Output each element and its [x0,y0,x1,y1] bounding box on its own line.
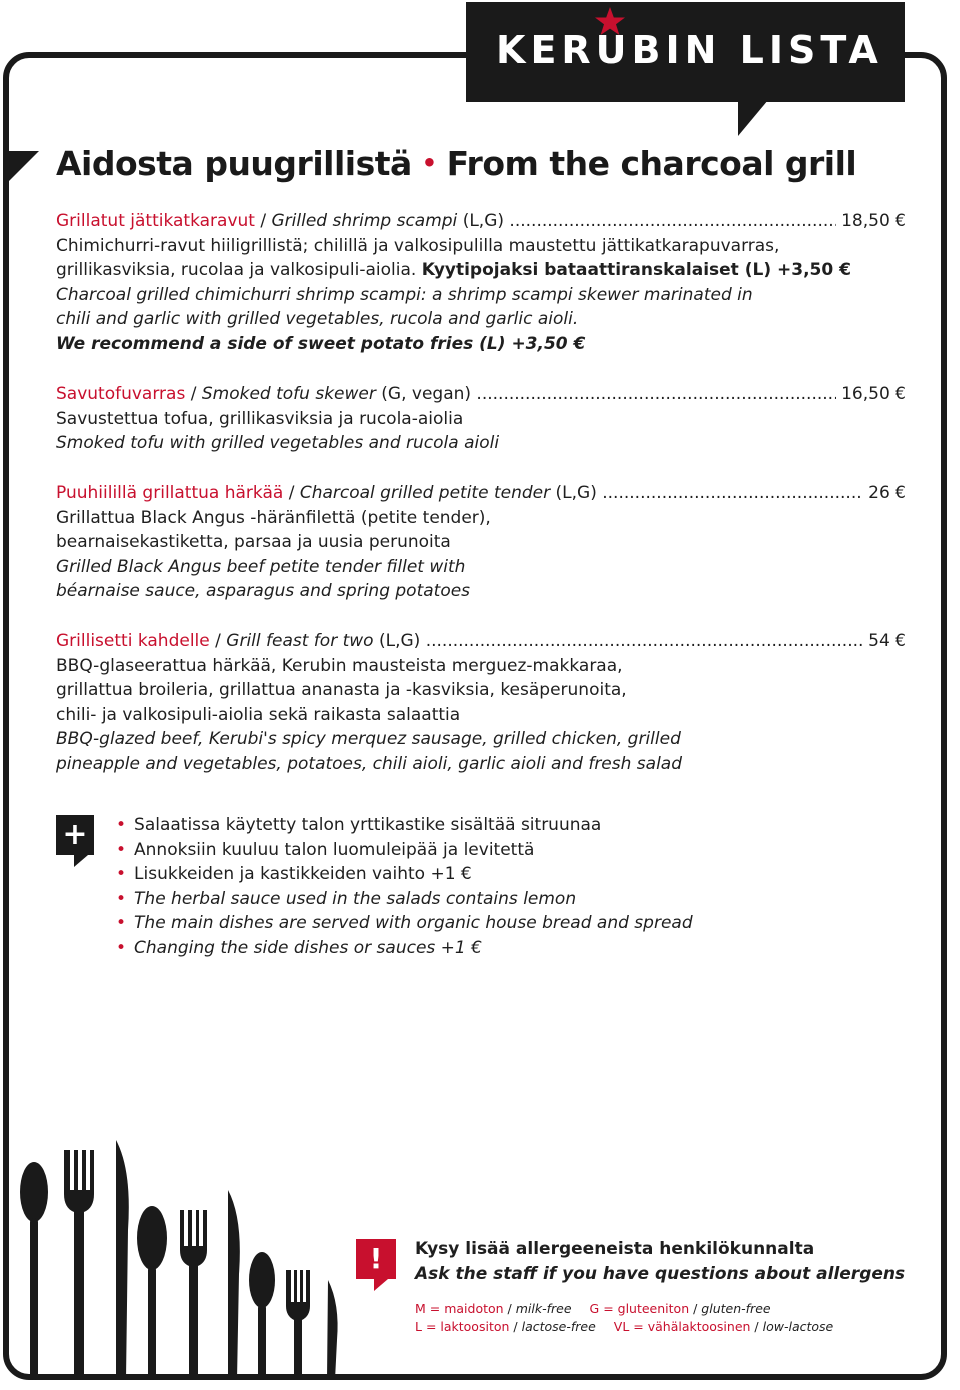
note-item: • The herbal sauce used in the salads contains lemon [116,887,693,912]
legend-en: lactose-free [521,1319,596,1334]
diet-legend: M = maidoton / milk-free G = gluteeniton / gluten-free L = laktoositon / lactose-free VL = vähälaktoosinen / low-lactose [415,1301,834,1334]
item-desc-fi: Grillattua Black Angus -häränfilettä (petite tender), bearnaisekastiketta, parsaa ja uusia perunoita [56,507,491,552]
price-leader [476,382,835,407]
item-name-en: Grilled shrimp scampi [271,211,458,231]
legend-en: gluten-free [701,1301,771,1316]
exclamation-icon-tail [374,1279,388,1291]
item-heading [56,382,906,407]
item-diet: (L,G) [462,211,505,231]
plus-icon-tail [74,855,88,867]
note-item: • Changing the side dishes or sauces +1 € [116,936,693,961]
item-diet: (L,G) [378,631,421,651]
item-desc-fi: Savustettua tofua, grillikasviksia ja rucola-aiolia [56,408,464,429]
item-diet: (G, vegan) [381,384,472,404]
logo-text: KERUBIN LISTA [496,28,883,72]
item-desc-fi: Chimichurri-ravut hiiligrillistä; chilillä ja valkosipulilla maustettu jättikatkarapuvarras, grillikasviksia, rucolaa ja valkosipuli-aiolia. Kyytipojaksi bataattiranskalaiset (L) +3,50 € [56,235,851,280]
legend-key: M = maidoton [415,1301,504,1316]
allergy-text-fi: Kysy lisää allergeeneista henkilökunnalta [415,1239,815,1259]
item-desc-en: Grilled Black Angus beef petite tender fillet with béarnaise sauce, asparagus and spring potatoes [56,556,471,601]
name-separator: / [254,211,272,231]
name-separator: / [209,631,227,651]
item-desc-en: BBQ-glazed beef, Kerubi's spicy merquez sausage, grilled chicken, grilled pineapple and vegetables, potatoes, chili aioli, garlic aioli and fresh salad [56,729,683,774]
notes-list [116,813,693,961]
exclamation-icon: ! [356,1239,396,1279]
item-desc-fi: BBQ-glaseerattua härkää, Kerubin mausteista merguez-makkaraa, grillattua broileria, grillattua ananasta ja -kasviksia, kesäperunoita, chili- ja valkosipuli-aiolia sekä raikasta salaattia [56,655,627,725]
item-desc-en: Charcoal grilled chimichurri shrimp scampi: a shrimp scampi skewer marinated in chili and garlic with grilled vegetables, rucola and garlic aioli. [56,284,753,329]
star-icon [594,6,626,38]
item-name-en: Charcoal grilled petite tender [299,483,551,503]
legend-key: L = laktoositon [415,1319,510,1334]
note-item: • Annoksiin kuuluu talon luomuleipää ja levitettä [116,838,693,863]
legend-en: low-lactose [762,1319,834,1334]
item-side-fi: Kyytipojaksi bataattiranskalaiset (L) +3,50 € [421,260,851,280]
price-leader [509,209,835,234]
plus-icon: + [56,815,94,855]
price-leader [426,629,863,654]
allergy-info [415,1237,905,1286]
item-price: 26 € [868,483,906,503]
legend-key: VL = vähälaktoosinen [613,1319,751,1334]
section-title-en: From the charcoal grill [446,144,857,183]
item-diet: (L,G) [555,483,597,503]
item-heading [56,481,906,506]
name-separator: / [283,483,300,503]
item-price: 54 € [868,631,906,651]
menu-item-petite-tender [56,481,906,604]
legend-key: G = gluteeniton [589,1301,690,1316]
allergy-text-en: Ask the staff if you have questions about allergens [415,1263,906,1284]
section-title-fi: Aidosta puugrillistä [56,144,412,183]
note-item: • Lisukkeiden ja kastikkeiden vaihto +1 € [116,862,693,887]
item-name-fi: Puuhiilillä grillattua härkää [56,483,284,503]
name-separator: / [185,384,202,404]
corner-flag-decoration [9,151,39,181]
item-heading [56,209,906,234]
menu-item-tofu-skewer [56,382,906,456]
item-name-en: Grill feast for two [226,631,374,651]
note-item: • The main dishes are served with organic house bread and spread [116,911,693,936]
item-name-en: Smoked tofu skewer [201,384,376,404]
section-title [56,144,856,183]
item-heading [56,629,906,654]
item-price: 18,50 € [841,211,906,231]
legend-en: milk-free [515,1301,572,1316]
item-desc-en: Smoked tofu with grilled vegetables and rucola aioli [56,433,500,453]
note-item: • Salaatissa käytetty talon yrttikastike sisältää sitruunaa [116,813,693,838]
item-price: 16,50 € [841,384,906,404]
title-separator: • [421,149,437,177]
menu-item-grill-feast [56,629,906,776]
item-name-fi: Savutofuvarras [56,384,186,404]
menu-item-shrimp-scampi [56,209,906,356]
price-leader [602,481,862,506]
item-side-en: We recommend a side of sweet potato fries (L) +3,50 € [56,333,586,354]
item-name-fi: Grillisetti kahdelle [56,631,210,651]
cutlery-silhouette-icon [12,1130,352,1380]
item-name-fi: Grillatut jättikatkaravut [56,211,255,231]
logo-banner-tail [738,100,768,136]
